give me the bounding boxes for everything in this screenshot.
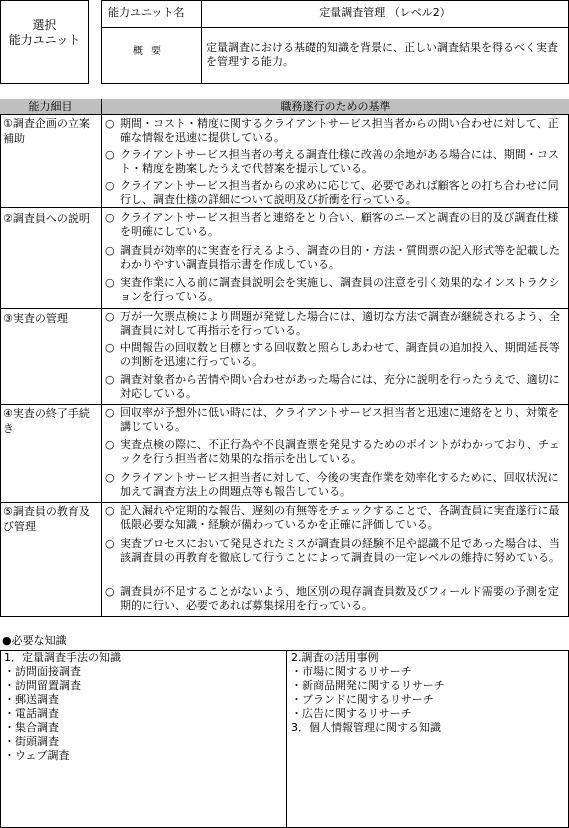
competency-criterion: ○ 調査員が不足することがないよう、地区別の現存調査員数及びフィールド需要の予測を定期的に行い、必要であれば募集採用を行っている。	[105, 585, 559, 612]
competency-criterion: ○ 実査プロセスにおいて発見されたミスが調査員の経験不足や認識不足であった場合は、当該調査員の再教育を徹底して行うことによって調査員の一定レベルの維持に努めている。	[105, 537, 560, 564]
bullet-circle-icon: ○	[105, 585, 115, 598]
unit-summary-value: 定量調査における基礎的知識を背景に、正しい調査結果を得るべく実査を管理する能力。	[206, 41, 558, 68]
bullet-circle-icon: ○	[105, 504, 115, 517]
knowledge-section-title: ●必要な知識	[2, 634, 67, 647]
competency-header-col1: 能力細目	[28, 100, 73, 113]
competency-category: ③実査の管理	[3, 312, 68, 325]
competency-criterion: ○ 中間報告の回収数と目標とする回収数と照らしあわせて、調査員の追加投入、期間延長等の判断を迅速に行っている。	[105, 341, 560, 368]
bullet-circle-icon: ○	[105, 244, 115, 257]
knowledge-list-item: ・新商品開発に関するリサーチ	[291, 679, 445, 692]
selection-label: 選択 能力ユニット	[8, 18, 81, 47]
competency-criterion: ○ 調査員が効率的に実査を行えるよう、調査の目的・方法・質問票の記入形式等を記載したわかりやすい調査員指示書を作成している。	[105, 244, 560, 271]
knowledge-list-item: ・訪問面接調査	[4, 665, 81, 678]
competency-criterion: ○ 実査点検の際に、不正行為や不良調査票を発見するためのポイントがわかっており、チェックを行う担当者に効果的な指示を出している。	[105, 438, 560, 465]
knowledge-list-item: ・市場に関するリサーチ	[291, 665, 412, 678]
unit-summary-key: 概要	[133, 46, 169, 57]
unit-name-value: 定量調査管理 （レベル2）	[319, 6, 451, 19]
knowledge-list-item: ・広告に関するリサーチ	[291, 707, 412, 720]
knowledge-list-item: ・訪問留置調査	[4, 679, 81, 692]
bullet-circle-icon: ○	[105, 276, 115, 289]
bullet-circle-icon: ○	[105, 117, 115, 130]
competency-criterion: ○ 万が一欠票点検により問題が発覚した場合には、適切な方法で調査が継続されるよう、全調査員に対して再指示を行っている。	[105, 310, 560, 337]
competency-criterion: ○ クライアントサービス担当者からの求めに応じて、必要であれば顧客との打ち合わせに同行し、調査仕様の詳細について説明及び折衝を行っている。	[105, 179, 559, 206]
competency-category: ⑤調査員の教育及び管理	[3, 505, 90, 533]
knowledge-left-column	[4, 651, 282, 763]
competency-category: ④実査の終了手続き	[3, 407, 90, 435]
bullet-circle-icon: ○	[105, 471, 115, 484]
competency-criterion: ○ クライアントサービス担当者に対して、今後の実査作業を効率化するために、回収状況に加えて調査方法上の問題点等も報告している。	[105, 471, 559, 498]
knowledge-list-item: ・ブランドに関するリサーチ	[291, 693, 434, 706]
competency-category: ①調査企画の立案補助	[3, 117, 90, 145]
knowledge-column-divider	[286, 650, 287, 828]
knowledge-list-item: 3．個人情報管理に関する知識	[291, 721, 441, 734]
competency-category: ②調査員への説明	[3, 212, 90, 225]
competency-criterion: ○ 回収率が予想外に低い時には、クライアントサービス担当者と迅速に連絡をとり、対策を講じている。	[105, 406, 559, 433]
competency-criterion: ○ 期間・コスト・精度に関するクライアントサービス担当者からの問い合わせに対して、正確な情報を迅速に提供している。	[105, 117, 559, 144]
competency-criterion: ○ クライアントサービス担当者の考える調査仕様に改善の余地がある場合には、期間・コスト・精度を勘案したうえで代替案を提示している。	[105, 148, 559, 175]
bullet-circle-icon: ○	[105, 438, 115, 451]
knowledge-list-item: ・郵送調査	[4, 693, 59, 706]
competency-row-divider	[0, 308, 569, 309]
knowledge-list-item: ・街頭調査	[4, 735, 59, 748]
knowledge-list-item: ・ウェブ調査	[4, 749, 70, 762]
competency-criterion: ○ 調査対象者から苦情や問い合わせがあった場合には、充分に説明を行ったうえで、適切に対応している。	[105, 373, 560, 400]
bullet-circle-icon: ○	[105, 373, 115, 386]
bullet-circle-icon: ○	[105, 148, 115, 161]
knowledge-right-column	[291, 651, 566, 735]
competency-row-divider	[0, 502, 569, 503]
competency-criterion: ○ クライアントサービス担当者と連絡をとり合い、顧客のニーズと調査の目的及び調査仕様を明確にしている。	[105, 211, 559, 238]
competency-header-col2: 職務遂行のための基準	[280, 100, 391, 113]
competency-criterion: ○ 実査作業に入る前に調査員説明会を実施し、調査員の注意を引く効果的なインストラクションを行っている。	[105, 276, 560, 303]
knowledge-left-title: 1．定量調査手法の知識	[4, 651, 121, 664]
knowledge-right-title: 2.調査の活用事例	[291, 651, 379, 664]
competency-column-divider	[101, 99, 102, 617]
unit-header-row-divider	[101, 27, 569, 28]
competency-row-divider	[0, 404, 569, 405]
bullet-circle-icon: ○	[105, 537, 115, 550]
bullet-circle-icon: ○	[105, 406, 115, 419]
bullet-circle-icon: ○	[105, 179, 115, 192]
bullet-circle-icon: ○	[105, 211, 115, 224]
knowledge-list-item: ・集合調査	[4, 721, 59, 734]
competency-row-divider	[0, 207, 569, 208]
unit-name-key: 能力ユニット名	[108, 6, 185, 19]
knowledge-list-item: ・電話調査	[4, 707, 59, 720]
bullet-circle-icon: ○	[105, 310, 115, 323]
bullet-circle-icon: ○	[105, 341, 115, 354]
competency-criterion: ○ 記入漏れや定期的な報告、遅刻の有無等をチェックすることで、各調査員に実査遂行に最低限必要な知識・経験が備わっているかを正確に評価している。	[105, 504, 560, 531]
